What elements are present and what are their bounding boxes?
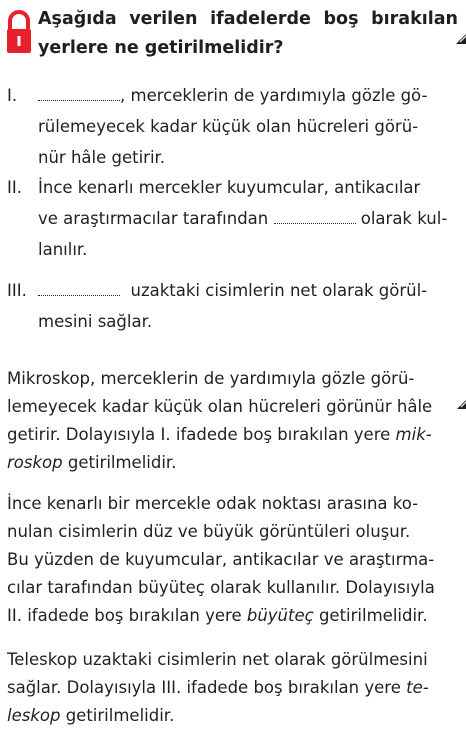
- blank-line: [38, 84, 120, 101]
- answer-term: leskop: [7, 706, 61, 725]
- statement-3: [7, 275, 457, 337]
- page-corner-marker-icon: [457, 395, 466, 409]
- answer-term: roskop: [7, 453, 63, 472]
- statement-line: İnce kenarlı mercekler kuyumcular, antikacılar: [38, 178, 421, 197]
- answer-term: büyüteç: [246, 606, 314, 625]
- statement-1: [7, 80, 457, 173]
- explanation-paragraph: [7, 490, 455, 630]
- blank-line: [38, 279, 120, 296]
- paragraph-line: Teleskop uzaktaki cisimlerin net olarak görülmesini: [7, 650, 428, 669]
- statement-number: III.: [7, 281, 27, 300]
- question-line: yerlere ne getirilmelidir?: [38, 38, 284, 58]
- statement-line: uzaktaki cisimlerin net olarak görül-: [7, 275, 457, 306]
- paragraph-line: İnce kenarlı bir mercekle odak noktası arasına ko-: [7, 494, 419, 513]
- statement-line: ve araştırmacılar tarafından olarak kul-: [38, 209, 448, 228]
- statement-number: II.: [7, 178, 22, 197]
- blank-line: [274, 207, 356, 224]
- explanation-paragraph: [7, 646, 455, 730]
- paragraph-line: cılar tarafından büyüteç olarak kullanılır. Dolayısıyla: [7, 578, 435, 597]
- statement-line: , merceklerin de yardımıyla gözle gö-: [7, 80, 457, 111]
- statement-number: I.: [7, 86, 18, 105]
- paragraph-line: Mikroskop, merceklerin de yardımıyla gözle görü-: [7, 369, 415, 388]
- paragraph-line: nulan cisimlerin düz ve büyük görüntüleri oluşur.: [7, 522, 411, 541]
- paragraph-line: Bu yüzden de kuyumcular, antikacılar ve araştırma-: [7, 550, 435, 569]
- statement-line: mesini sağlar.: [38, 312, 153, 331]
- paragraph-line: sağlar. Dolayısıyla III. ifadede boş bırakılan yere te-: [7, 678, 429, 697]
- paragraph-line: leskop getirilmelidir.: [7, 706, 175, 725]
- explanation-paragraph: [7, 365, 455, 477]
- statement-line: lanılır.: [38, 240, 88, 259]
- question-line: Aşağıda verilen ifadelerde boş bırakılan: [38, 9, 458, 29]
- question-text: [38, 5, 458, 63]
- answer-term: te-: [406, 678, 429, 697]
- lock-icon: [6, 8, 32, 54]
- paragraph-line: roskop getirilmelidir.: [7, 453, 177, 472]
- answer-term: mik-: [395, 425, 432, 444]
- paragraph-line: II. ifadede boş bırakılan yere büyüteç getirilmelidir.: [7, 606, 428, 625]
- paragraph-line: lemeyecek kadar küçük olan hücreleri görünür hâle: [7, 397, 433, 416]
- statement-line: nür hâle getirir.: [38, 148, 166, 167]
- statement-line: rülemeyecek kadar küçük olan hücreleri görü-: [38, 117, 419, 136]
- paragraph-line: getirir. Dolayısıyla I. ifadede boş bırakılan yere mik-: [7, 425, 432, 444]
- statement-2: [7, 172, 457, 265]
